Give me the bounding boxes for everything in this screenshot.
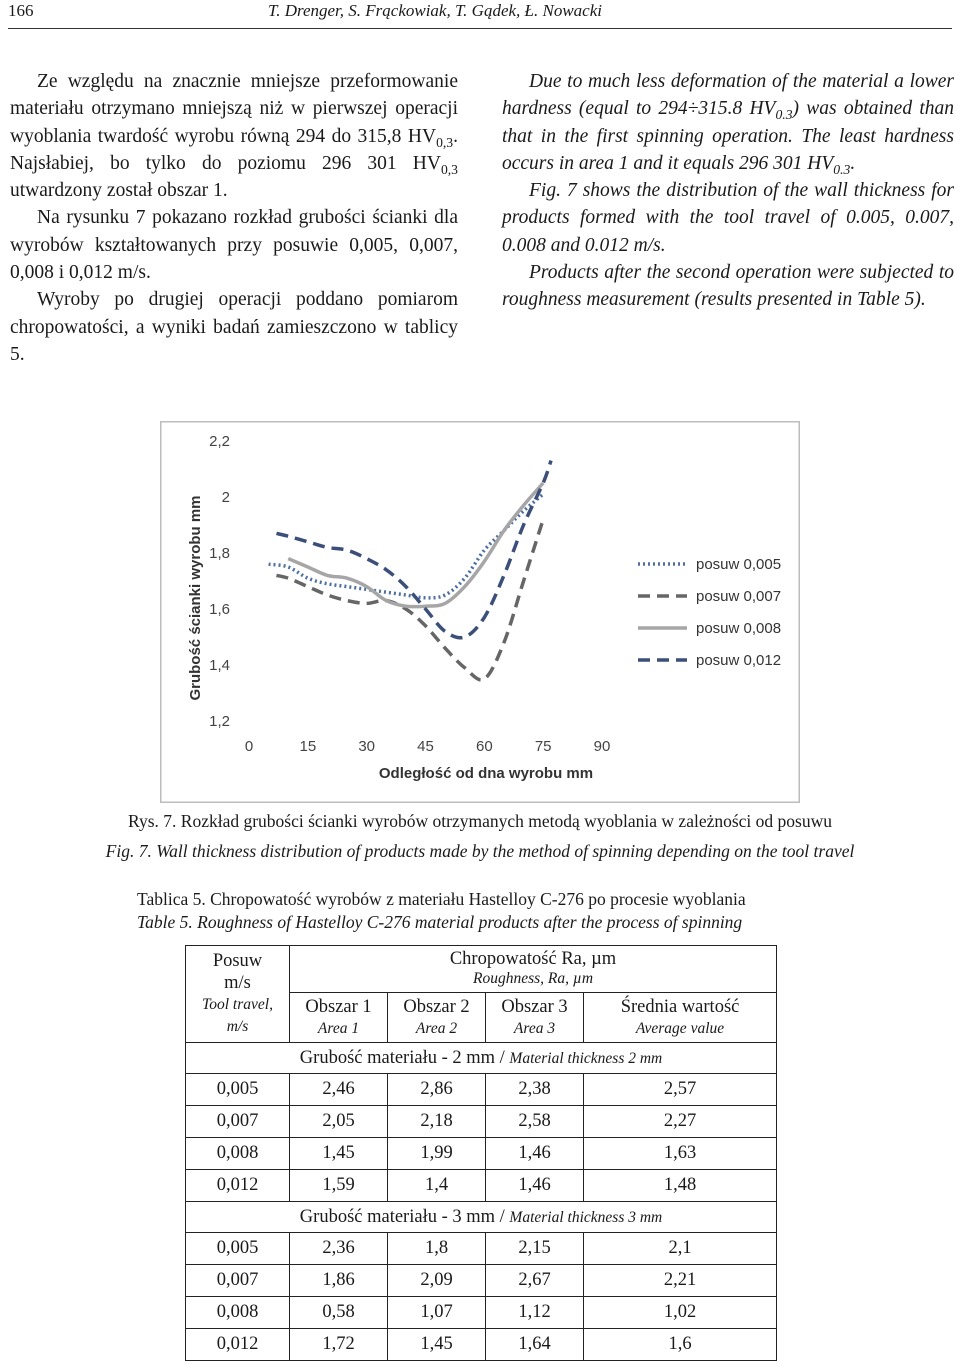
table-cell: 1,8 <box>388 1233 486 1265</box>
table-row <box>186 1106 777 1138</box>
table-cell: 2,18 <box>388 1106 486 1138</box>
x-tick-label: 15 <box>299 738 317 755</box>
y-tick-label: 1,2 <box>209 713 230 730</box>
paragraph-en-3: Products after the second operation were subjected to roughness measurement (results presented in Table 5). <box>502 262 954 311</box>
table-cell: 0,008 <box>186 1138 290 1170</box>
chart-svg <box>160 421 800 803</box>
table-row <box>186 1329 777 1361</box>
table-cell: 1,63 <box>584 1138 777 1170</box>
table-cell: 2,58 <box>486 1106 584 1138</box>
table-cell: 2,67 <box>486 1265 584 1297</box>
table-cell: 0,007 <box>186 1265 290 1297</box>
table-cell: 0,007 <box>186 1106 290 1138</box>
table-cell: 1,46 <box>486 1138 584 1170</box>
table-row <box>186 1170 777 1202</box>
table-title-polish: Tablica 5. Chropowatość wyrobów z materiału Hastelloy C-276 po procesie wyoblania <box>137 889 746 909</box>
table-cell: 1,6 <box>584 1329 777 1361</box>
section-heading-2mm: Grubość materiału - 2 mm / Material thickness 2 mm <box>186 1043 777 1074</box>
table-cell: 2,38 <box>486 1074 584 1106</box>
table-cell: 2,05 <box>290 1106 388 1138</box>
roughness-table <box>185 945 777 1361</box>
table-cell: 1,48 <box>584 1170 777 1202</box>
column-header-2: Obszar 2 Area 2 <box>388 993 486 1043</box>
table-row <box>186 1074 777 1106</box>
legend-label-2: posuw 0,007 <box>696 588 782 605</box>
table-row <box>186 1233 777 1265</box>
table-cell: 1,07 <box>388 1297 486 1329</box>
column-header-3: Obszar 3 Area 3 <box>486 993 584 1043</box>
legend-label-4: posuw 0,012 <box>696 652 782 669</box>
table-header-row-1 <box>186 946 777 993</box>
table-cell: 1,99 <box>388 1138 486 1170</box>
x-tick-label: 45 <box>417 738 434 755</box>
y-tick-label: 1,4 <box>209 657 230 674</box>
table-cell: 1,59 <box>290 1170 388 1202</box>
y-axis-label: Grubość ścianki wyrobu mm <box>187 495 204 701</box>
figure-7-chart <box>160 421 800 803</box>
table-cell: 0,58 <box>290 1297 388 1329</box>
page-header <box>8 0 952 29</box>
table-cell: 2,36 <box>290 1233 388 1265</box>
page-number: 166 <box>8 1 34 20</box>
table-cell: 1,45 <box>290 1138 388 1170</box>
table-cell: 1,4 <box>388 1170 486 1202</box>
figure-caption-polish: Rys. 7. Rozkład grubości ścianki wyrobów otrzymanych metodą wyoblania w zależności od posuwu <box>127 811 832 831</box>
x-tick-label: 90 <box>593 738 611 755</box>
table-cell: 2,21 <box>584 1265 777 1297</box>
table-cell: 0,005 <box>186 1074 290 1106</box>
table-row <box>186 1138 777 1170</box>
table-cell: 2,27 <box>584 1106 777 1138</box>
section-heading-3mm: Grubość materiału - 3 mm / Material thickness 3 mm <box>186 1202 777 1233</box>
table-cell: 1,45 <box>388 1329 486 1361</box>
table-cell: 2,46 <box>290 1074 388 1106</box>
x-tick-label: 60 <box>475 738 493 755</box>
paragraph-pl-3: Wyroby po drugiej operacji poddano pomiarom chropowatości, a wyniki badań zamieszczono w tablicy 5. <box>10 289 458 365</box>
text-column-english <box>502 68 954 314</box>
legend-label-1: posuw 0,005 <box>696 556 782 573</box>
paragraph-en-2: Fig. 7 shows the distribution of the wall thickness for products formed with the tool travel of 0.005, 0.007, 0.008 and 0.012 m/s. <box>502 180 954 256</box>
section-row-2mm <box>186 1043 777 1074</box>
table-cell: 2,09 <box>388 1265 486 1297</box>
table-row <box>186 1297 777 1329</box>
table-cell: 2,15 <box>486 1233 584 1265</box>
text-column-polish <box>10 68 458 368</box>
y-tick-label: 2 <box>221 489 230 506</box>
running-head-authors: T. Drenger, S. Frąckowiak, T. Gądek, Ł. Nowacki <box>268 1 602 20</box>
paragraph-en-1: Due to much less deformation of the material a lower hardness (equal to 294÷315.8 $HV_{0.3}$) was obtained than that in the first spinning operation. The least hardness occurs in area 1 and it equals 296 301 $HV_{0.3}$. <box>502 71 954 177</box>
table-cell: 0,012 <box>186 1329 290 1361</box>
x-axis-label: Odległość od dna wyrobu mm <box>378 765 594 782</box>
table-cell: 1,46 <box>486 1170 584 1202</box>
table-cell: 1,72 <box>290 1329 388 1361</box>
table-title-english: Table 5. Roughness of Hastelloy C-276 material products after the process of spinning <box>137 912 743 932</box>
y-tick-label: 1,8 <box>209 545 230 562</box>
table-cell: 1,02 <box>584 1297 777 1329</box>
table-cell: 0,008 <box>186 1297 290 1329</box>
figure-caption-english: Fig. 7. Wall thickness distribution of products made by the method of spinning depending on the tool travel <box>105 841 855 861</box>
header-roughness: Chropowatość Ra, µm Roughness, Ra, µm <box>290 946 777 993</box>
table-cell: 1,12 <box>486 1297 584 1329</box>
column-header-4: Średnia wartość Average value <box>584 993 777 1043</box>
paragraph-pl-2: Na rysunku 7 pokazano rozkład grubości ścianki dla wyrobów kształtowanych przy posuwie 0,005, 0,007, 0,008 i 0,012 m/s. <box>10 207 458 284</box>
table-cell: 2,1 <box>584 1233 777 1265</box>
table-row <box>186 1265 777 1297</box>
section-row-3mm <box>186 1202 777 1233</box>
table-cell: 1,64 <box>486 1329 584 1361</box>
table-cell: 0,005 <box>186 1233 290 1265</box>
x-tick-label: 30 <box>358 738 376 755</box>
header-tool-travel: Posuw m/s Tool travel, m/s <box>186 946 290 1043</box>
table-cell: 0,012 <box>186 1170 290 1202</box>
x-tick-label: 75 <box>534 738 552 755</box>
column-header-1: Obszar 1 Area 1 <box>290 993 388 1043</box>
y-tick-label: 1,6 <box>209 601 230 618</box>
legend-label-3: posuw 0,008 <box>696 620 782 637</box>
y-tick-label: 2,2 <box>209 433 230 450</box>
table-cell: 1,86 <box>290 1265 388 1297</box>
table-cell: 2,86 <box>388 1074 486 1106</box>
table-cell: 2,57 <box>584 1074 777 1106</box>
x-tick-label: 0 <box>244 738 254 755</box>
paragraph-pl-1: Ze względu na znacznie mniejsze przeformowanie materiału otrzymano mniejszą niż w pierwszej operacji wyoblania twardość wyrobu równą 294 do 315,8 $HV_{0,3}$. Najsłabiej, bo tylko do poziomu 296 301 $HV_{0,3}$ utwardzony został obszar 1. <box>10 71 458 202</box>
